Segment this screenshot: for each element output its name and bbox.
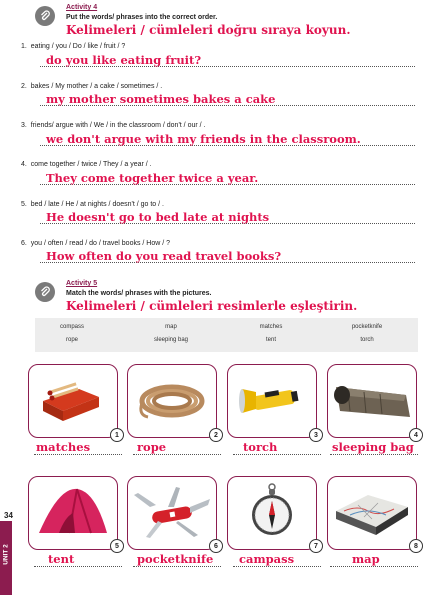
label-answer-2: rope [137, 440, 167, 454]
activity5-instruction-tr: Kelimeleri / cümleleri resimlerle eşleştirin. [66, 299, 358, 313]
map-icon [328, 477, 416, 549]
label-line-1[interactable] [34, 440, 122, 455]
sleeping-bag-icon [328, 365, 416, 437]
label-answer-4: sleeping bag [332, 440, 414, 454]
picture-number-5: 5 [110, 539, 124, 553]
word-bank-item: torch [360, 337, 374, 343]
activity4-title: Activity 4 [66, 4, 98, 11]
picture-card-1 [28, 364, 118, 438]
label-line-5[interactable] [34, 552, 122, 567]
question-2: 2. bakes / My mother / a cake / sometimes / . [21, 83, 163, 90]
answer-line-5[interactable] [40, 209, 415, 224]
picture-number-3: 3 [309, 428, 323, 442]
picture-card-3 [227, 364, 317, 438]
picture-card-8 [327, 476, 417, 550]
picture-card-5 [28, 476, 118, 550]
picture-number-6: 6 [209, 539, 223, 553]
word-bank-item: sleeping bag [153, 337, 189, 343]
word-bank-item: tent [265, 337, 276, 343]
picture-number-4: 4 [409, 428, 423, 442]
word-bank [35, 318, 418, 352]
label-line-8[interactable] [330, 552, 418, 567]
activity5-title: Activity 5 [66, 280, 98, 287]
picture-number-8: 8 [409, 539, 423, 553]
answer-2: my mother sometimes bakes a cake [46, 92, 276, 106]
answer-line-4[interactable] [40, 170, 415, 185]
label-answer-5: tent [48, 552, 75, 566]
picture-card-4 [327, 364, 417, 438]
label-answer-7: campass [239, 552, 295, 566]
picture-number-7: 7 [309, 539, 323, 553]
answer-3: we don't argue with my friends in the classroom. [46, 132, 361, 146]
activity5-instruction: Match the words/ phrases with the pictures. [66, 290, 212, 297]
page-number: 34 [4, 511, 13, 520]
picture-card-7 [227, 476, 317, 550]
answer-4: They come together twice a year. [46, 171, 259, 185]
picture-number-1: 1 [110, 428, 124, 442]
matchbox-icon [29, 365, 117, 437]
paperclip-icon [35, 6, 55, 26]
label-answer-1: matches [36, 440, 91, 454]
compass-icon [228, 477, 316, 549]
question-1: 1. eating / you / Do / like / fruit / ? [21, 43, 126, 50]
tent-icon [29, 477, 117, 549]
question-3: 3. friends/ argue with / We / in the classroom / don't / our / . [21, 122, 206, 129]
label-line-4[interactable] [330, 440, 418, 455]
unit-tab [0, 521, 12, 595]
question-6: 6. you / often / read / do / travel books / How / ? [21, 240, 171, 247]
word-bank-item: map [165, 324, 177, 330]
word-bank-item: matches [259, 324, 283, 330]
answer-line-6[interactable] [40, 248, 415, 263]
activity4-instruction: Put the words/ phrases into the correct order. [66, 14, 218, 21]
answer-line-3[interactable] [40, 131, 415, 146]
label-line-3[interactable] [233, 440, 321, 455]
question-5: 5. bed / late / He / at nights / doesn't / go to / . [21, 201, 164, 208]
answer-line-1[interactable] [40, 52, 415, 67]
word-bank-item: rope [65, 337, 78, 343]
label-answer-6: pocketknife [137, 552, 214, 566]
label-answer-3: torch [243, 440, 278, 454]
torch-icon [228, 365, 316, 437]
answer-1: do you like eating fruit? [46, 53, 202, 67]
question-4: 4. come together / twice / They / a year / . [21, 161, 152, 168]
rope-icon [128, 365, 216, 437]
answer-6: How often do you read travel books? [46, 249, 282, 263]
picture-number-2: 2 [209, 428, 223, 442]
label-answer-8: map [352, 552, 380, 566]
activity4-instruction-tr: Kelimeleri / cümleleri doğru sıraya koyun. [66, 23, 351, 37]
answer-5: He doesn't go to bed late at nights [46, 210, 270, 224]
answer-line-2[interactable] [40, 91, 415, 106]
picture-card-2 [127, 364, 217, 438]
label-line-7[interactable] [233, 552, 321, 567]
picture-card-6 [127, 476, 217, 550]
label-line-6[interactable] [133, 552, 221, 567]
paperclip-icon [35, 282, 55, 302]
word-bank-item: pocketknife [351, 324, 383, 330]
unit-label: UNIT 2 [2, 544, 10, 565]
label-line-2[interactable] [133, 440, 221, 455]
word-bank-item: compass [59, 324, 84, 330]
pocketknife-icon [128, 477, 216, 549]
